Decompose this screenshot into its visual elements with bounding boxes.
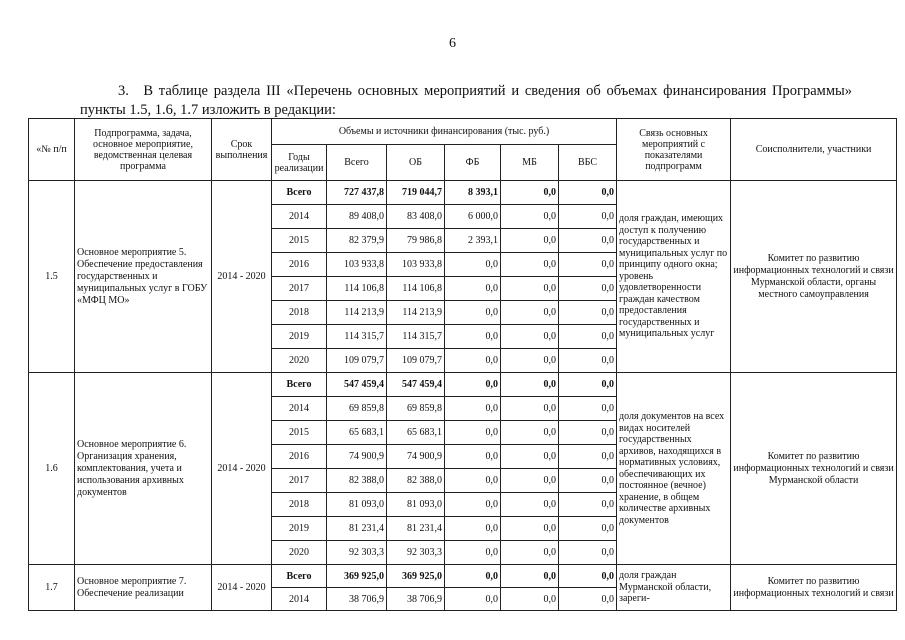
row-ob: 109 079,7: [387, 349, 445, 373]
header-name: Подпрограмма, задача, основное мероприятие, ведомственная целевая программа: [75, 119, 212, 181]
row-vbs: 0,0: [559, 493, 617, 517]
row-year: 2019: [272, 517, 327, 541]
item-executors: Комитет по развитию информационных технологий и связи Мурманской области, органы местного самоуправления: [731, 181, 897, 373]
row-ob: 65 683,1: [387, 421, 445, 445]
row-year: 2016: [272, 445, 327, 469]
row-mb: 0,0: [501, 277, 559, 301]
row-year: 2014: [272, 588, 327, 611]
row-ob: 92 303,3: [387, 541, 445, 565]
row-fb: 0,0: [445, 565, 501, 588]
row-vbs: 0,0: [559, 253, 617, 277]
row-fb: 0,0: [445, 541, 501, 565]
row-mb: 0,0: [501, 253, 559, 277]
header-years: Годы реализации: [272, 145, 327, 181]
row-total: 89 408,0: [327, 205, 387, 229]
row-year: Всего: [272, 373, 327, 397]
row-year: 2018: [272, 301, 327, 325]
row-year: 2017: [272, 469, 327, 493]
row-fb: 0,0: [445, 588, 501, 611]
item-number: 1.7: [29, 565, 75, 611]
table-body: [29, 181, 897, 611]
row-ob: 114 315,7: [387, 325, 445, 349]
row-mb: 0,0: [501, 181, 559, 205]
row-fb: 0,0: [445, 325, 501, 349]
header-period: Срок выполнения: [212, 119, 272, 181]
item-indicator-link: доля документов на всех видах носителей государственных архивов, находящихся в нормативных условиях, обеспечивающих их постоянное (вечное) хранение, в общем количестве архивных документов: [617, 373, 731, 565]
row-vbs: 0,0: [559, 397, 617, 421]
item-name: Основное мероприятие 7. Обеспечение реализации: [75, 565, 212, 611]
row-total: 81 093,0: [327, 493, 387, 517]
header-vbs: ВБС: [559, 145, 617, 181]
row-mb: 0,0: [501, 229, 559, 253]
header-fb: ФБ: [445, 145, 501, 181]
row-vbs: 0,0: [559, 349, 617, 373]
row-fb: 6 000,0: [445, 205, 501, 229]
row-total: 109 079,7: [327, 349, 387, 373]
row-mb: 0,0: [501, 205, 559, 229]
row-vbs: 0,0: [559, 445, 617, 469]
row-ob: 103 933,8: [387, 253, 445, 277]
item-executors: Комитет по развитию информационных технологий и связи Мурманской области: [731, 373, 897, 565]
row-vbs: 0,0: [559, 517, 617, 541]
row-fb: 0,0: [445, 277, 501, 301]
row-vbs: 0,0: [559, 277, 617, 301]
row-ob: 114 106,8: [387, 277, 445, 301]
row-year: 2019: [272, 325, 327, 349]
row-total: 92 303,3: [327, 541, 387, 565]
row-fb: 0,0: [445, 253, 501, 277]
row-vbs: 0,0: [559, 181, 617, 205]
row-fb: 0,0: [445, 373, 501, 397]
row-vbs: 0,0: [559, 373, 617, 397]
row-ob: 719 044,7: [387, 181, 445, 205]
page-number: 6: [449, 36, 456, 51]
row-year: 2014: [272, 205, 327, 229]
row-mb: 0,0: [501, 301, 559, 325]
row-total: 547 459,4: [327, 373, 387, 397]
row-fb: 0,0: [445, 445, 501, 469]
row-fb: 0,0: [445, 517, 501, 541]
row-mb: 0,0: [501, 588, 559, 611]
row-fb: 0,0: [445, 349, 501, 373]
row-mb: 0,0: [501, 445, 559, 469]
row-vbs: 0,0: [559, 565, 617, 588]
row-total: 69 859,8: [327, 397, 387, 421]
table-row: [29, 373, 897, 397]
row-total: 369 925,0: [327, 565, 387, 588]
header-mb: МБ: [501, 145, 559, 181]
row-year: 2014: [272, 397, 327, 421]
item-executors: Комитет по развитию информационных технологий и связи: [731, 565, 897, 611]
row-year: Всего: [272, 565, 327, 588]
row-ob: 79 986,8: [387, 229, 445, 253]
row-total: 103 933,8: [327, 253, 387, 277]
row-year: 2016: [272, 253, 327, 277]
row-vbs: 0,0: [559, 205, 617, 229]
item-period: 2014 - 2020: [212, 565, 272, 611]
item-name: Основное мероприятие 5. Обеспечение предоставления государственных и муниципальных услуг в ГОБУ «МФЦ МО»: [75, 181, 212, 373]
row-ob: 38 706,9: [387, 588, 445, 611]
row-ob: 369 925,0: [387, 565, 445, 588]
row-mb: 0,0: [501, 565, 559, 588]
header-total: Всего: [327, 145, 387, 181]
row-ob: 83 408,0: [387, 205, 445, 229]
row-mb: 0,0: [501, 541, 559, 565]
row-mb: 0,0: [501, 421, 559, 445]
row-total: 82 379,9: [327, 229, 387, 253]
row-vbs: 0,0: [559, 421, 617, 445]
row-total: 81 231,4: [327, 517, 387, 541]
item-period: 2014 - 2020: [212, 373, 272, 565]
row-mb: 0,0: [501, 517, 559, 541]
row-total: 114 213,9: [327, 301, 387, 325]
row-ob: 81 093,0: [387, 493, 445, 517]
row-ob: 114 213,9: [387, 301, 445, 325]
row-ob: 82 388,0: [387, 469, 445, 493]
row-vbs: 0,0: [559, 229, 617, 253]
row-ob: 69 859,8: [387, 397, 445, 421]
row-total: 114 315,7: [327, 325, 387, 349]
header-volumes: Объемы и источники финансирования (тыс. руб.): [272, 119, 617, 145]
row-year: 2017: [272, 277, 327, 301]
row-fb: 2 393,1: [445, 229, 501, 253]
row-mb: 0,0: [501, 325, 559, 349]
row-total: 74 900,9: [327, 445, 387, 469]
item-period: 2014 - 2020: [212, 181, 272, 373]
row-total: 38 706,9: [327, 588, 387, 611]
row-year: 2018: [272, 493, 327, 517]
header-link: Связь основных мероприятий с показателями подпрограмм: [617, 119, 731, 181]
row-total: 82 388,0: [327, 469, 387, 493]
item-number: 1.5: [29, 181, 75, 373]
item-number: 1.6: [29, 373, 75, 565]
row-vbs: 0,0: [559, 588, 617, 611]
row-fb: 0,0: [445, 301, 501, 325]
row-fb: 0,0: [445, 421, 501, 445]
header-exec: Соисполнители, участники: [731, 119, 897, 181]
row-ob: 547 459,4: [387, 373, 445, 397]
row-vbs: 0,0: [559, 325, 617, 349]
row-year: 2020: [272, 541, 327, 565]
row-mb: 0,0: [501, 493, 559, 517]
table-row: [29, 181, 897, 205]
row-mb: 0,0: [501, 373, 559, 397]
item-name: Основное мероприятие 6. Организация хранения, комплектования, учета и использования архивных документов: [75, 373, 212, 565]
row-ob: 74 900,9: [387, 445, 445, 469]
row-total: 65 683,1: [327, 421, 387, 445]
row-vbs: 0,0: [559, 301, 617, 325]
item-indicator-link: доля граждан Мурманской области, зареги-: [617, 565, 731, 611]
row-fb: 8 393,1: [445, 181, 501, 205]
row-mb: 0,0: [501, 469, 559, 493]
row-year: 2015: [272, 229, 327, 253]
row-year: 2020: [272, 349, 327, 373]
program-table: [28, 118, 897, 611]
row-mb: 0,0: [501, 397, 559, 421]
row-year: Всего: [272, 181, 327, 205]
row-total: 727 437,8: [327, 181, 387, 205]
intro-paragraph: 3. В таблице раздела III «Перечень основных мероприятий и сведения об объемах финансирования Программы» пункты 1.5, 1.6, 1.7 изложить в редакции:: [80, 83, 852, 118]
row-fb: 0,0: [445, 469, 501, 493]
table-row: [29, 565, 897, 588]
header-num: «№ п/п: [29, 119, 75, 181]
row-mb: 0,0: [501, 349, 559, 373]
row-ob: 81 231,4: [387, 517, 445, 541]
row-fb: 0,0: [445, 397, 501, 421]
row-year: 2015: [272, 421, 327, 445]
row-vbs: 0,0: [559, 541, 617, 565]
header-ob: ОБ: [387, 145, 445, 181]
item-indicator-link: доля граждан, имеющих доступ к получению государственных и муниципальных услуг по принципу одного окна; уровень удовлетворенности граждан качеством предоставления государственных и муниципальных услуг: [617, 181, 731, 373]
row-vbs: 0,0: [559, 469, 617, 493]
row-fb: 0,0: [445, 493, 501, 517]
row-total: 114 106,8: [327, 277, 387, 301]
